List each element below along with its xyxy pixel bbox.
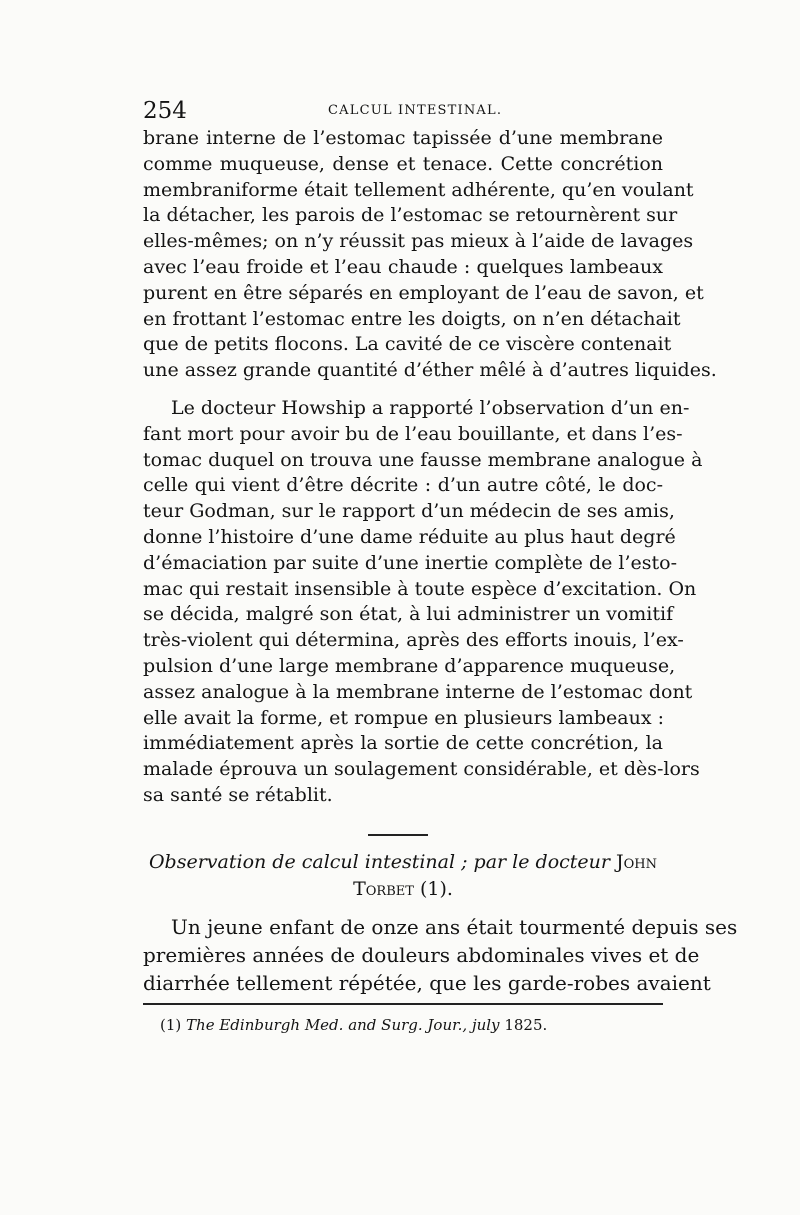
paragraph-continuation bbox=[143, 126, 717, 384]
text-line: pulsion d’une large membrane d’apparence muqueuse, bbox=[143, 654, 676, 677]
page-header bbox=[143, 96, 663, 126]
text-line: membraniforme était tellement adhérente, qu’en voulant bbox=[143, 178, 694, 201]
text-line: avec l’eau froide et l’eau chaude : quelques lambeaux bbox=[143, 255, 663, 278]
author-last-name: Torbet bbox=[353, 878, 414, 900]
text-line: comme muqueuse, dense et tenace. Cette concrétion bbox=[143, 152, 663, 175]
text-line: celle qui vient d’être décrite : d’un autre côté, le doc- bbox=[143, 474, 663, 497]
text-line: très-violent qui détermina, après des efforts inouis, l’ex- bbox=[143, 629, 684, 652]
text-line: se décida, malgré son état, à lui administrer un vomitif bbox=[143, 603, 674, 626]
running-head: CALCUL INTESTINAL. bbox=[328, 103, 503, 118]
text-line: malade éprouva un soulagement considérable, et dès-lors bbox=[143, 758, 700, 781]
text-line: premières années de douleurs abdominales vives et de bbox=[143, 943, 700, 967]
page-number: 254 bbox=[143, 98, 187, 124]
text-line: immédiatement après la sortie de cette concrétion, la bbox=[143, 732, 663, 755]
section-separator bbox=[368, 834, 428, 836]
footnote-marker: (1) bbox=[160, 1016, 182, 1034]
footnote bbox=[160, 1014, 660, 1036]
author-first-name: John bbox=[616, 851, 658, 873]
section-heading-author bbox=[143, 877, 663, 902]
text-line: elles-mêmes; on n’y réussit pas mieux à l’aide de lavages bbox=[143, 230, 694, 253]
text-line: donne l’histoire d’une dame réduite au plus haut degré bbox=[143, 525, 676, 548]
text-line: tomac duquel on trouva une fausse membrane analogue à bbox=[143, 448, 703, 471]
text-line: elle avait la forme, et rompue en plusieurs lambeaux : bbox=[143, 706, 665, 729]
text-line: Un jeune enfant de onze ans était tourmenté depuis ses bbox=[171, 915, 738, 939]
text-line: une assez grande quantité d’éther mêlé à d’autres liquides. bbox=[143, 359, 717, 382]
footnote-year: 1825. bbox=[504, 1016, 548, 1034]
paragraph-howship bbox=[143, 396, 703, 809]
footnote-reference: (1). bbox=[419, 878, 453, 900]
section-heading-text: Observation de calcul intestinal ; par le docteur bbox=[148, 851, 610, 873]
text-line: en frottant l’estomac entre les doigts, on n’en détachait bbox=[143, 307, 681, 330]
text-line: assez analogue à la membrane interne de l’estomac dont bbox=[143, 680, 693, 703]
text-line: diarrhée tellement répétée, que les garde-robes avaient bbox=[143, 971, 711, 995]
paragraph-observation bbox=[143, 913, 738, 997]
footnote-rule bbox=[143, 1003, 663, 1005]
text-line: Le docteur Howship a rapporté l’observation d’un en- bbox=[171, 397, 690, 419]
footnote-source: The Edinburgh Med. and Surg. Jour. bbox=[186, 1016, 463, 1034]
text-line: mac qui restait insensible à toute espèce d’excitation. On bbox=[143, 577, 697, 600]
text-line: sa santé se rétablit. bbox=[143, 783, 333, 806]
text-line: la détacher, les parois de l’estomac se retournèrent sur bbox=[143, 204, 678, 227]
text-line: teur Godman, sur le rapport d’un médecin de ses amis, bbox=[143, 500, 675, 523]
text-line: que de petits flocons. La cavité de ce viscère contenait bbox=[143, 333, 672, 356]
section-heading bbox=[143, 850, 663, 875]
text-line: brane interne de l’estomac tapissée d’une membrane bbox=[143, 127, 663, 149]
text-line: d’émaciation par suite d’une inertie complète de l’esto- bbox=[143, 551, 678, 574]
text-line: purent en être séparés en employant de l’eau de savon, et bbox=[143, 281, 704, 304]
footnote-date: , july bbox=[462, 1016, 500, 1034]
text-line: fant mort pour avoir bu de l’eau bouillante, et dans l’es- bbox=[143, 422, 683, 445]
